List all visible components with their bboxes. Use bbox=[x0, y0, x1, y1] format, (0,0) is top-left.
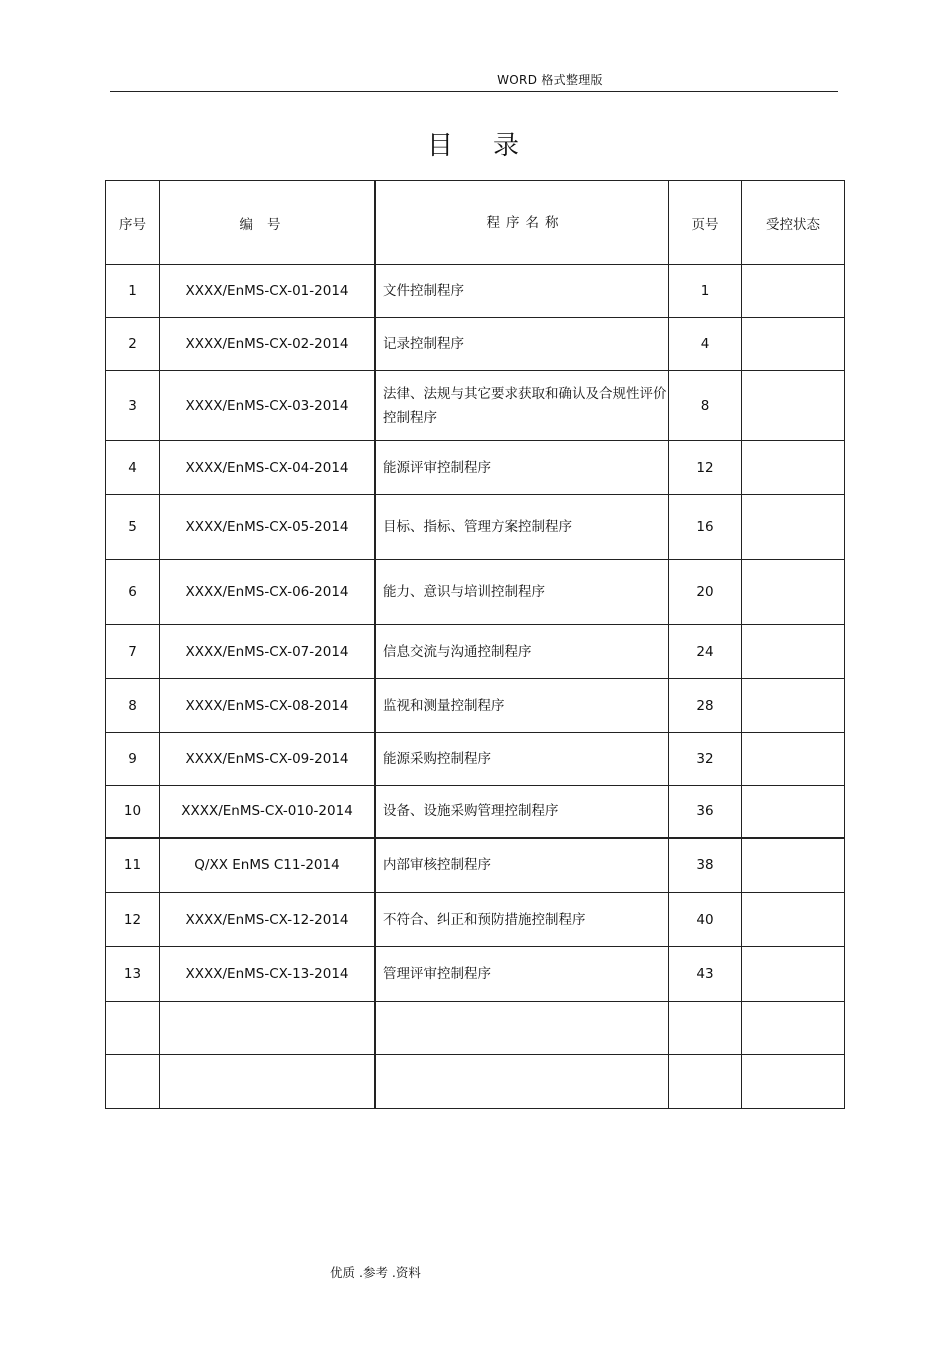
cell-code: XXXX/EnMS-CX-12-2014 bbox=[160, 893, 376, 947]
cell-status bbox=[742, 733, 845, 786]
cell-page: 40 bbox=[669, 893, 742, 947]
table-row bbox=[106, 786, 845, 838]
table-row bbox=[106, 560, 845, 625]
cell-no: 3 bbox=[106, 371, 160, 441]
cell-code: XXXX/EnMS-CX-07-2014 bbox=[160, 625, 376, 679]
cell-name bbox=[375, 1002, 669, 1055]
cell-no bbox=[106, 1055, 160, 1109]
table-row bbox=[106, 733, 845, 786]
cell-code: XXXX/EnMS-CX-08-2014 bbox=[160, 679, 376, 733]
cell-name: 管理评审控制程序 bbox=[375, 947, 669, 1002]
toc-table bbox=[105, 180, 845, 1109]
cell-no: 8 bbox=[106, 679, 160, 733]
cell-code: XXXX/EnMS-CX-01-2014 bbox=[160, 265, 376, 318]
cell-code: XXXX/EnMS-CX-02-2014 bbox=[160, 318, 376, 371]
cell-name: 监视和测量控制程序 bbox=[375, 679, 669, 733]
page-header: WORD 格式整理版 bbox=[497, 73, 603, 87]
table-row bbox=[106, 1002, 845, 1055]
cell-name: 能力、意识与培训控制程序 bbox=[375, 560, 669, 625]
cell-no: 6 bbox=[106, 560, 160, 625]
cell-page: 8 bbox=[669, 371, 742, 441]
cell-page: 32 bbox=[669, 733, 742, 786]
cell-page: 43 bbox=[669, 947, 742, 1002]
header-no: 序号 bbox=[106, 181, 160, 265]
cell-no bbox=[106, 1002, 160, 1055]
cell-page: 12 bbox=[669, 441, 742, 495]
cell-no: 11 bbox=[106, 838, 160, 893]
cell-name: 目标、指标、管理方案控制程序 bbox=[375, 495, 669, 560]
cell-code bbox=[160, 1002, 376, 1055]
cell-no: 10 bbox=[106, 786, 160, 838]
cell-no: 9 bbox=[106, 733, 160, 786]
cell-name: 内部审核控制程序 bbox=[375, 838, 669, 893]
page-title: 目录 bbox=[427, 131, 560, 161]
cell-page: 20 bbox=[669, 560, 742, 625]
table-row bbox=[106, 371, 845, 441]
header-code: 编号 bbox=[160, 181, 376, 265]
cell-status bbox=[742, 1002, 845, 1055]
cell-no: 13 bbox=[106, 947, 160, 1002]
cell-status bbox=[742, 625, 845, 679]
cell-code: XXXX/EnMS-CX-06-2014 bbox=[160, 560, 376, 625]
cell-no: 12 bbox=[106, 893, 160, 947]
cell-page: 38 bbox=[669, 838, 742, 893]
cell-status bbox=[742, 947, 845, 1002]
cell-page bbox=[669, 1002, 742, 1055]
cell-name: 法律、法规与其它要求获取和确认及合规性评价控制程序 bbox=[375, 371, 669, 441]
table-header-row bbox=[106, 181, 845, 265]
table-row bbox=[106, 265, 845, 318]
cell-status bbox=[742, 838, 845, 893]
toc-body bbox=[106, 265, 845, 1109]
header-rule bbox=[110, 91, 838, 92]
header-name: 程序名称 bbox=[375, 181, 669, 265]
cell-page: 24 bbox=[669, 625, 742, 679]
cell-status bbox=[742, 679, 845, 733]
table-row bbox=[106, 838, 845, 893]
table-row bbox=[106, 947, 845, 1002]
cell-code: XXXX/EnMS-CX-04-2014 bbox=[160, 441, 376, 495]
table-row bbox=[106, 441, 845, 495]
cell-page: 1 bbox=[669, 265, 742, 318]
page-footer: 优质 .参考 .资料 bbox=[330, 1265, 421, 1280]
cell-status bbox=[742, 318, 845, 371]
cell-page bbox=[669, 1055, 742, 1109]
table-row bbox=[106, 495, 845, 560]
cell-status bbox=[742, 786, 845, 838]
cell-no: 7 bbox=[106, 625, 160, 679]
cell-name: 记录控制程序 bbox=[375, 318, 669, 371]
cell-page: 4 bbox=[669, 318, 742, 371]
cell-name bbox=[375, 1055, 669, 1109]
cell-page: 28 bbox=[669, 679, 742, 733]
cell-no: 4 bbox=[106, 441, 160, 495]
cell-status bbox=[742, 1055, 845, 1109]
cell-code: Q/XX EnMS C11-2014 bbox=[160, 838, 376, 893]
cell-status bbox=[742, 560, 845, 625]
cell-status bbox=[742, 371, 845, 441]
cell-name: 能源采购控制程序 bbox=[375, 733, 669, 786]
header-status: 受控状态 bbox=[742, 181, 845, 265]
cell-name: 不符合、纠正和预防措施控制程序 bbox=[375, 893, 669, 947]
cell-name: 信息交流与沟通控制程序 bbox=[375, 625, 669, 679]
cell-code: XXXX/EnMS-CX-09-2014 bbox=[160, 733, 376, 786]
cell-no: 2 bbox=[106, 318, 160, 371]
cell-code bbox=[160, 1055, 376, 1109]
header-page: 页号 bbox=[669, 181, 742, 265]
cell-page: 16 bbox=[669, 495, 742, 560]
cell-no: 1 bbox=[106, 265, 160, 318]
cell-page: 36 bbox=[669, 786, 742, 838]
table-row bbox=[106, 893, 845, 947]
table-row bbox=[106, 679, 845, 733]
cell-name: 能源评审控制程序 bbox=[375, 441, 669, 495]
cell-status bbox=[742, 495, 845, 560]
cell-no: 5 bbox=[106, 495, 160, 560]
cell-status bbox=[742, 893, 845, 947]
cell-code: XXXX/EnMS-CX-03-2014 bbox=[160, 371, 376, 441]
cell-code: XXXX/EnMS-CX-13-2014 bbox=[160, 947, 376, 1002]
table-row bbox=[106, 625, 845, 679]
cell-code: XXXX/EnMS-CX-010-2014 bbox=[160, 786, 376, 838]
cell-code: XXXX/EnMS-CX-05-2014 bbox=[160, 495, 376, 560]
cell-name: 文件控制程序 bbox=[375, 265, 669, 318]
cell-status bbox=[742, 265, 845, 318]
table-row bbox=[106, 1055, 845, 1109]
cell-name: 设备、设施采购管理控制程序 bbox=[375, 786, 669, 838]
cell-status bbox=[742, 441, 845, 495]
table-row bbox=[106, 318, 845, 371]
